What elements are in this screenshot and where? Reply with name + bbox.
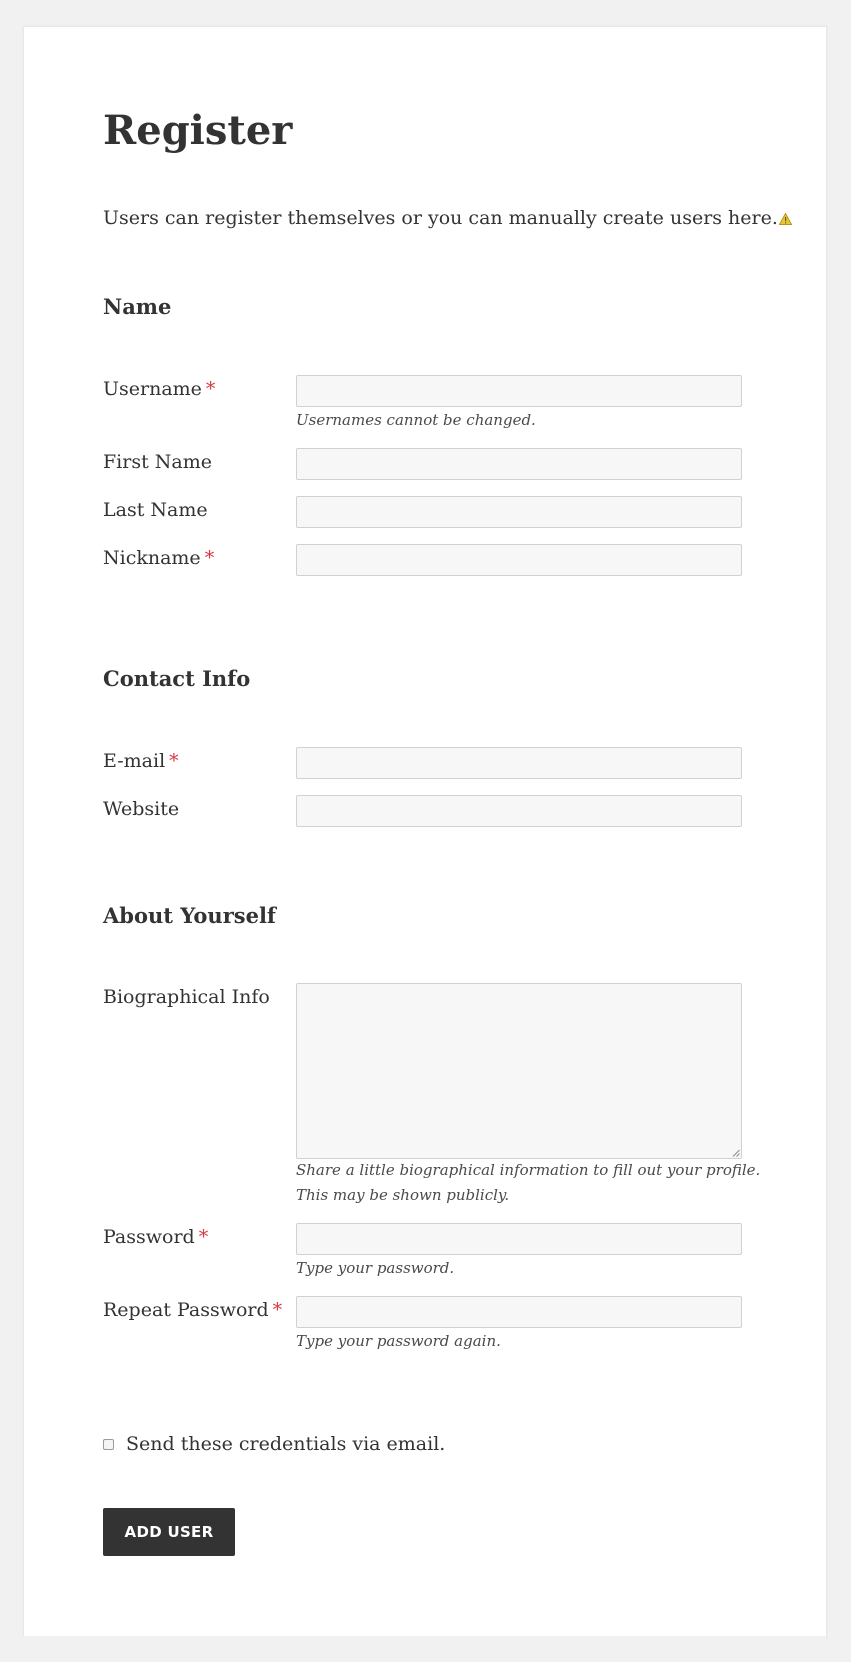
email-label-text: E-mail: [103, 750, 166, 772]
first-name-label: First Name: [103, 451, 212, 473]
bio-hint-line-2: This may be shown publicly.: [296, 1186, 510, 1204]
nickname-label: [103, 545, 214, 571]
warning-icon: [779, 213, 792, 225]
resize-handle-icon[interactable]: [732, 1149, 740, 1157]
website-label: Website: [103, 798, 180, 820]
required-marker: *: [272, 1299, 283, 1321]
send-credentials-checkbox[interactable]: [103, 1439, 114, 1450]
repeat-password-label: [103, 1297, 282, 1323]
password-label: [103, 1224, 208, 1250]
nickname-label-text: Nickname: [103, 547, 201, 569]
email-label: [103, 748, 179, 774]
required-marker: *: [205, 378, 216, 400]
section-heading-name: Name: [103, 294, 172, 319]
page-title: Register: [103, 107, 293, 154]
username-input[interactable]: [296, 375, 742, 407]
section-heading-contact-info: Contact Info: [103, 666, 251, 691]
bio-hint-line-1: Share a little biographical information to fill out your profile.: [296, 1161, 761, 1179]
password-label-text: Password: [103, 1226, 195, 1248]
section-heading-about-yourself: About Yourself: [103, 903, 276, 928]
password-hint: Type your password.: [296, 1259, 455, 1277]
last-name-label: Last Name: [103, 499, 208, 521]
required-marker: *: [169, 750, 179, 772]
last-name-input[interactable]: [296, 496, 742, 528]
bio-label: Biographical Info: [103, 986, 270, 1008]
repeat-password-label-text: Repeat Password: [103, 1299, 269, 1321]
register-form-card: [23, 26, 827, 1638]
website-input[interactable]: [296, 795, 742, 827]
repeat-password-hint: Type your password again.: [296, 1332, 501, 1350]
nickname-input[interactable]: [296, 544, 742, 576]
add-user-button[interactable]: ADD USER: [103, 1508, 235, 1556]
first-name-input[interactable]: [296, 448, 742, 480]
intro-text: [103, 205, 792, 231]
send-credentials-label[interactable]: Send these credentials via email.: [126, 1433, 446, 1455]
email-input[interactable]: [296, 747, 742, 779]
intro-text-content: Users can register themselves or you can manually create users here.: [103, 207, 778, 229]
bio-textarea[interactable]: [296, 983, 742, 1159]
username-hint: Usernames cannot be changed.: [296, 411, 536, 429]
required-marker: *: [198, 1226, 209, 1248]
page-footer-band: [23, 1636, 826, 1662]
password-input[interactable]: [296, 1223, 742, 1255]
required-marker: *: [204, 547, 215, 569]
username-label-text: Username: [103, 378, 202, 400]
repeat-password-input[interactable]: [296, 1296, 742, 1328]
username-label: [103, 376, 215, 402]
